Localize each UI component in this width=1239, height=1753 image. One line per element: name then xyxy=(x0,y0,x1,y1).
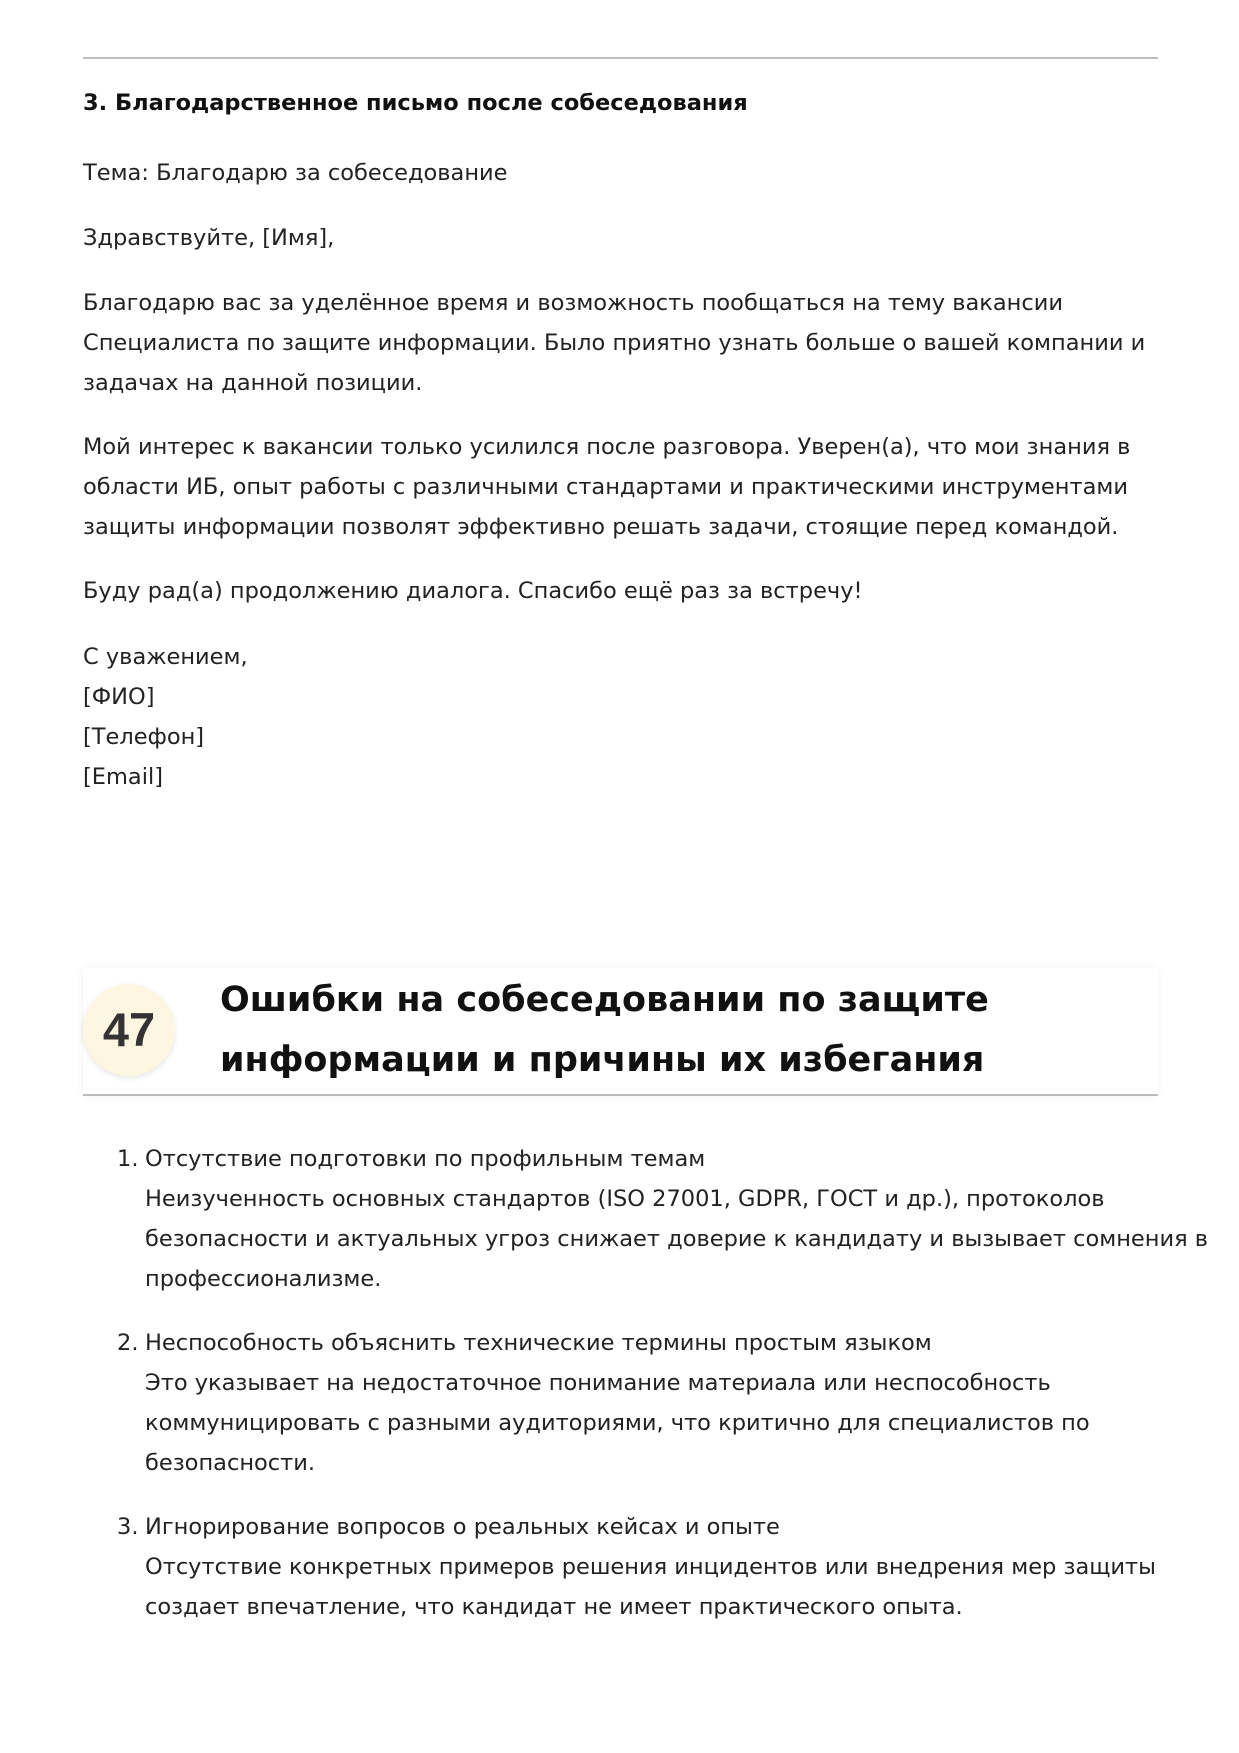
list-item xyxy=(83,1507,1158,1627)
list-item-number: 1. xyxy=(117,1146,139,1172)
mistakes-list xyxy=(83,1139,1209,1627)
list-item-title: Игнорирование вопросов о реальных кейсах и опыте xyxy=(145,1514,780,1540)
text-line: Неизученность основных стандартов (ISO 27001, GDPR, ГОСТ и др.), протоколов xyxy=(145,1186,1105,1212)
signature-regards: С уважением, xyxy=(83,644,248,670)
text-line: Это указывает на недостаточное понимание материала или неспособность xyxy=(145,1370,1051,1396)
list-item-title: Отсутствие подготовки по профильным темам xyxy=(145,1146,706,1172)
letter-paragraph-2 xyxy=(83,427,1158,547)
letter-subject: Тема: Благодарю за собеседование xyxy=(83,160,508,186)
text-line: безопасности. xyxy=(145,1450,316,1476)
top-divider xyxy=(83,57,1158,59)
text-line: безопасности и актуальных угроз снижает доверие к кандидату и вызывает сомнения в xyxy=(145,1226,1209,1252)
letter-signature xyxy=(83,637,1158,797)
list-item-number: 3. xyxy=(117,1514,139,1540)
text-line: профессионализме. xyxy=(145,1266,382,1292)
text-line: Специалиста по защите информации. Было приятно узнать больше о вашей компании и xyxy=(83,330,1146,356)
text-line: Отсутствие конкретных примеров решения инцидентов или внедрения мер защиты xyxy=(145,1554,1156,1580)
text-line: Благодарю вас за уделённое время и возможность пообщаться на тему вакансии xyxy=(83,290,1064,316)
list-item-title: Неспособность объяснить технические термины простым языком xyxy=(145,1330,932,1356)
list-item-number: 2. xyxy=(117,1330,139,1356)
signature-name: [ФИО] xyxy=(83,684,155,710)
text-line: Мой интерес к вакансии только усилился после разговора. Уверен(а), что мои знания в xyxy=(83,434,1131,460)
text-line: коммуницировать с разными аудиториями, что критично для специалистов по xyxy=(145,1410,1090,1436)
section-title-line: Ошибки на собеседовании по защите xyxy=(220,980,989,1020)
letter-greeting: Здравствуйте, [Имя], xyxy=(83,225,335,251)
section-title xyxy=(220,970,1150,1090)
document-page xyxy=(83,0,1209,1753)
section-title-line: информации и причины их избегания xyxy=(220,1040,985,1080)
text-line: создает впечатление, что кандидат не имеет практического опыта. xyxy=(145,1594,963,1620)
list-item xyxy=(83,1323,1158,1483)
signature-email: [Email] xyxy=(83,764,163,790)
letter-closing-line: Буду рад(а) продолжению диалога. Спасибо ещё раз за встречу! xyxy=(83,578,863,604)
text-line: защиты информации позволят эффективно решать задачи, стоящие перед командой. xyxy=(83,514,1119,540)
section-header xyxy=(83,968,1158,1096)
text-line: области ИБ, опыт работы с различными стандартами и практическими инструментами xyxy=(83,474,1128,500)
section-number-badge: 47 xyxy=(83,984,175,1076)
text-line: задачах на данной позиции. xyxy=(83,370,423,396)
signature-phone: [Телефон] xyxy=(83,724,205,750)
letter-heading: 3. Благодарственное письмо после собеседования xyxy=(83,90,748,116)
list-item xyxy=(83,1139,1209,1299)
letter-paragraph-1 xyxy=(83,283,1158,403)
